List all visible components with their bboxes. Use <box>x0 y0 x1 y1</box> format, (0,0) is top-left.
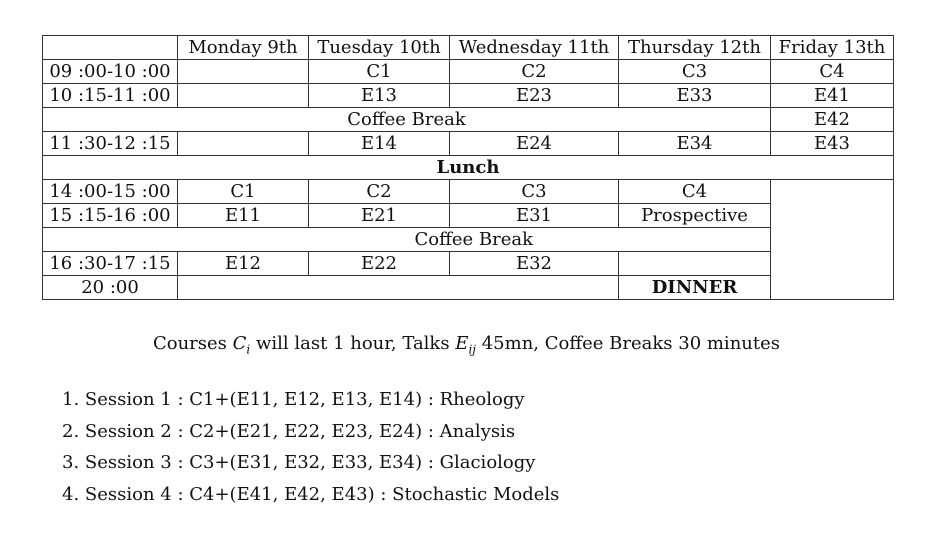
session-list <box>62 388 559 514</box>
list-item <box>62 483 559 515</box>
friday-cell: E43 <box>771 132 894 156</box>
wednesday-cell: E31 <box>450 204 619 228</box>
dinner-cell: DINNER <box>619 276 771 300</box>
wednesday-cell: E23 <box>450 84 619 108</box>
table-row <box>43 84 894 108</box>
friday-cell: E42 <box>771 108 894 132</box>
item-number: 4. <box>62 483 80 505</box>
time-cell: 11 :30-12 :15 <box>43 132 178 156</box>
session-text: Session 1 : C1+(E11, E12, E13, E14) : Rheology <box>84 389 525 410</box>
time-cell: 20 :00 <box>43 276 178 300</box>
coffee-break-cell: Coffee Break <box>178 228 771 252</box>
wednesday-cell: C2 <box>450 60 619 84</box>
item-number: 3. <box>62 452 80 473</box>
friday-cell: C4 <box>771 60 894 84</box>
wednesday-cell: E32 <box>450 252 619 276</box>
lunch-row <box>43 156 894 180</box>
time-cell: 14 :00-15 :00 <box>43 180 178 204</box>
course-variable: C <box>232 333 247 354</box>
header-row <box>43 36 894 60</box>
header-tuesday: Tuesday 10th <box>309 36 450 60</box>
wednesday-cell: C3 <box>450 180 619 204</box>
table-row <box>43 252 894 276</box>
thursday-cell <box>619 252 771 276</box>
thursday-cell: E33 <box>619 84 771 108</box>
time-cell: 15 :15-16 :00 <box>43 204 178 228</box>
wednesday-cell: E24 <box>450 132 619 156</box>
table-row <box>43 60 894 84</box>
session-text: Session 2 : C2+(E21, E22, E23, E24) : Analysis <box>84 420 516 442</box>
talk-variable: E <box>455 333 469 354</box>
list-item <box>62 451 559 483</box>
session-text: Session 4 : C4+(E41, E42, E43) : Stochastic Models <box>84 483 560 505</box>
monday-cell: E12 <box>178 252 309 276</box>
thursday-cell: Prospective <box>619 204 771 228</box>
time-cell: 09 :00-10 :00 <box>43 60 178 84</box>
empty-cell <box>43 228 178 252</box>
thursday-cell: C3 <box>619 60 771 84</box>
item-number: 2. <box>62 420 80 442</box>
time-cell: 16 :30-17 :15 <box>43 252 178 276</box>
empty-span-cell <box>178 276 619 300</box>
schedule-caption <box>0 333 933 357</box>
thursday-cell: C4 <box>619 180 771 204</box>
coffee-break-row <box>43 228 894 252</box>
dinner-row <box>43 276 894 300</box>
tuesday-cell: C1 <box>309 60 450 84</box>
monday-cell <box>178 60 309 84</box>
friday-empty-cell <box>771 180 894 300</box>
coffee-break-cell: Coffee Break <box>43 108 771 132</box>
caption-text: 45mn, Coffee Breaks 30 minutes <box>476 333 780 354</box>
monday-cell <box>178 132 309 156</box>
caption-text: will last 1 hour, Talks <box>250 333 456 354</box>
tuesday-cell: E13 <box>309 84 450 108</box>
list-item <box>62 420 559 452</box>
list-item <box>62 388 559 420</box>
course-subscript: i <box>246 342 251 357</box>
monday-cell: E11 <box>178 204 309 228</box>
tuesday-cell: C2 <box>309 180 450 204</box>
caption-text: Courses <box>152 333 233 354</box>
coffee-break-row <box>43 108 894 132</box>
lunch-cell: Lunch <box>43 156 894 180</box>
table-row <box>43 204 894 228</box>
schedule-table <box>42 35 894 300</box>
time-cell: 10 :15-11 :00 <box>43 84 178 108</box>
header-thursday: Thursday 12th <box>619 36 771 60</box>
thursday-cell: E34 <box>619 132 771 156</box>
talk-subscript: ij <box>468 342 476 357</box>
header-wednesday: Wednesday 11th <box>450 36 619 60</box>
tuesday-cell: E14 <box>309 132 450 156</box>
monday-cell <box>178 84 309 108</box>
header-friday: Friday 13th <box>771 36 894 60</box>
tuesday-cell: E22 <box>309 252 450 276</box>
tuesday-cell: E21 <box>309 204 450 228</box>
friday-cell: E41 <box>771 84 894 108</box>
item-number: 1. <box>62 389 80 410</box>
header-monday: Monday 9th <box>178 36 309 60</box>
monday-cell: C1 <box>178 180 309 204</box>
table-row <box>43 180 894 204</box>
table-row <box>43 132 894 156</box>
session-text: Session 3 : C3+(E31, E32, E33, E34) : Glaciology <box>84 452 536 473</box>
header-corner <box>43 36 178 60</box>
